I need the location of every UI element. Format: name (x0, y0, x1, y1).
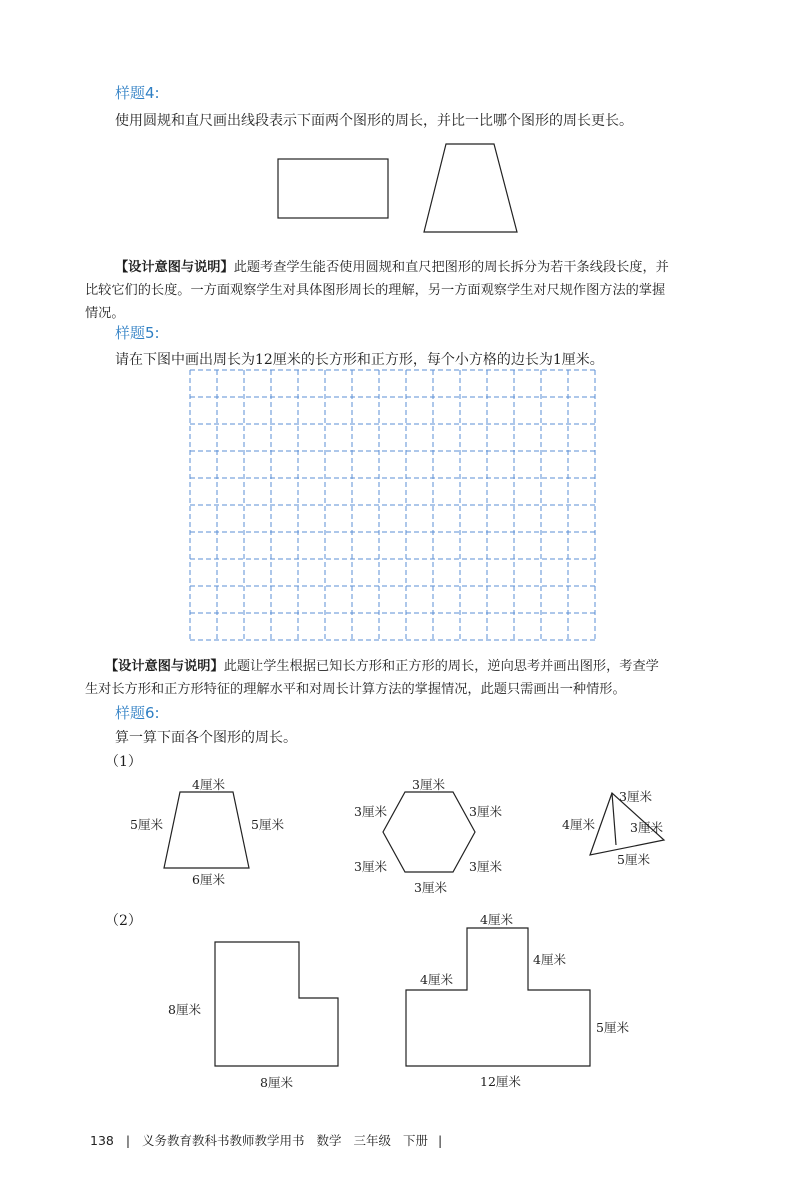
triangle-inner-label: 3厘米 (630, 820, 663, 835)
q6-hexagon (383, 792, 475, 872)
hexagon-upper-left-label: 3厘米 (354, 804, 387, 819)
l-shape-bottom-label: 8厘米 (260, 1075, 293, 1090)
l-shape-left-label: 8厘米 (168, 1002, 201, 1017)
book-volume: 下册 (403, 1133, 429, 1148)
q4-note-line2: 比较它们的长度。一方面观察学生对具体图形周长的理解，另一方面观察学生对尺规作图方法的掌握 (85, 283, 666, 298)
q5-heading: 样题5: (115, 324, 160, 342)
q4-prompt: 使用圆规和直尺画出线段表示下面两个图形的周长，并比一比哪个图形的周长更长。 (115, 113, 633, 129)
hexagon-top-label: 3厘米 (412, 777, 445, 792)
q5-prompt: 请在下图中画出周长为12厘米的长方形和正方形，每个小方格的边长为1厘米。 (115, 352, 604, 368)
t-shape-right-label: 5厘米 (596, 1020, 629, 1035)
q5-note-line1 (105, 655, 659, 678)
trapezoid-bottom-label: 6厘米 (192, 872, 225, 887)
q6-t-shape (406, 928, 590, 1066)
q5-note-line2: 生对长方形和正方形特征的理解水平和对周长计算方法的掌握情况，此题只需画出一种情形。 (85, 682, 626, 697)
q4-heading: 样题4: (115, 84, 160, 102)
q5-note-tag: 【设计意图与说明】 (105, 659, 224, 674)
hexagon-bottom-label: 3厘米 (414, 880, 447, 895)
trapezoid-left-label: 5厘米 (130, 817, 163, 832)
q6-trapezoid (164, 792, 249, 868)
triangle-left-label: 4厘米 (562, 817, 595, 832)
t-shape-left-step-label: 4厘米 (420, 972, 453, 987)
t-shape-top-label: 4厘米 (480, 912, 513, 927)
q6-part1-label: （1） (105, 754, 142, 770)
triangle-bottom-label: 5厘米 (617, 852, 650, 867)
q4-rectangle (278, 159, 388, 218)
q4-note-tag: 【设计意图与说明】 (115, 260, 234, 275)
page-number: 138 (90, 1133, 114, 1148)
book-title: 义务教育教科书教师教学用书 (142, 1133, 305, 1148)
q5-grid (190, 370, 595, 640)
book-subject: 数学 (316, 1133, 342, 1148)
q4-trapezoid (424, 144, 517, 232)
trapezoid-top-label: 4厘米 (192, 777, 225, 792)
q6-part2-label: （2） (105, 913, 142, 929)
q5-note-text1: 此题让学生根据已知长方形和正方形的周长，逆向思考并画出图形，考查学 (223, 659, 659, 674)
q4-note-line1 (115, 256, 669, 279)
trapezoid-right-label: 5厘米 (251, 817, 284, 832)
t-shape-bottom-label: 12厘米 (480, 1074, 521, 1089)
q6-l-shape (215, 942, 338, 1066)
hexagon-lower-left-label: 3厘米 (354, 859, 387, 874)
hexagon-lower-right-label: 3厘米 (469, 859, 502, 874)
t-shape-right-step-label: 4厘米 (533, 952, 566, 967)
q4-note-line3: 情况。 (85, 306, 125, 321)
hexagon-upper-right-label: 3厘米 (469, 804, 502, 819)
page-footer: 138 | 义务教育教科书教师教学用书 数学 三年级 下册 | (90, 1133, 443, 1148)
q6-triangle-inner-edge (612, 793, 616, 845)
book-grade: 三年级 (353, 1133, 392, 1148)
triangle-top-label: 3厘米 (619, 789, 652, 804)
q4-note-text1: 此题考查学生能否使用圆规和直尺把图形的周长拆分为若干条线段长度，并 (233, 260, 669, 275)
q6-prompt: 算一算下面各个图形的周长。 (115, 730, 297, 746)
q6-heading: 样题6: (115, 704, 160, 722)
